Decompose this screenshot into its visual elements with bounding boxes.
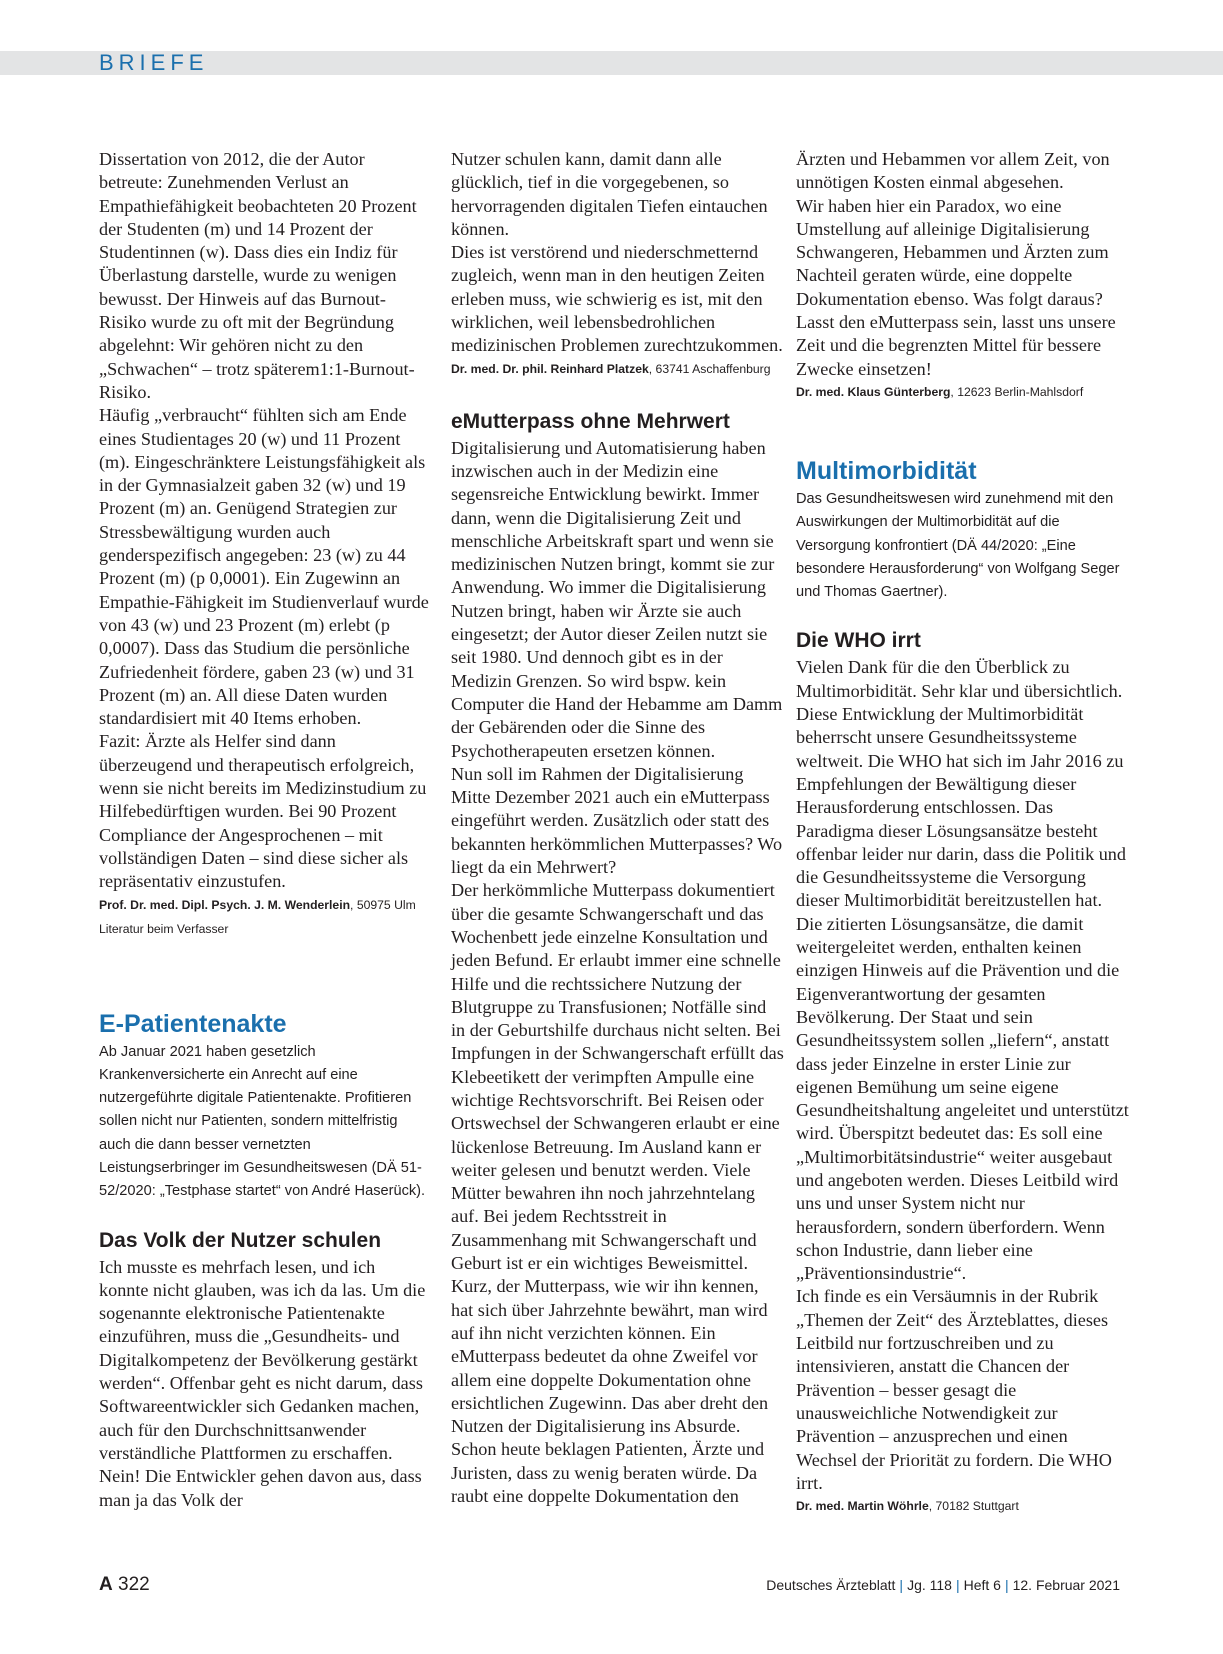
letter-signature (99, 894, 429, 917)
letter-text: Ärzten und Hebammen vor allem Zeit, von unnötigen Kosten einmal abgesehen. (796, 149, 1110, 193)
letter-signature (451, 358, 784, 381)
letter-paragraph: Dies ist verstörend und niederschmetternd zugleich, wenn man in den heutigen Zeiten erleben muss, wie schwierig es ist, mit den wirklichen, weil lebensbedrohlichen medizinischen Problemen zurechtzukommen. (451, 242, 783, 356)
author-name: Prof. Dr. med. Dipl. Psych. J. M. Wenderlein (99, 897, 351, 912)
letter-signature (796, 1495, 1131, 1518)
letter-title: Die WHO irrt (796, 629, 921, 653)
author-name: Dr. med. Martin Wöhrle (796, 1499, 929, 1514)
topic-title: Multimorbidität (796, 456, 977, 485)
page-number (99, 1574, 150, 1596)
letter-text: Ich musste es mehrfach lesen, und ich konnte nicht glauben, was ich da las. Um die sogenannte elektronische Patientenakte einzuführen, muss die „Gesundheits- und Digitalkompetenz der Bevölkerung gestärkt werden“. Offenbar geht es nicht darum, dass Softwareentwickler sich Gedanken machen, auch für den Durchschnittsanwender verständliche Plattformen zu erschaffen. Nein! Die Entwickler gehen davon aus, dass man ja das Volk der (99, 1256, 426, 1510)
letter-paragraph: Ich finde es ein Versäumnis in der Rubrik „Themen der Zeit“ des Ärzteblattes, dieses Leitbild nur fortzuschreiben und zu intensivieren, anstatt die Chancen der Prävention – besser gesagt die unausweichliche Notwendigkeit zur Prävention – anzusprechen und einen Wechsel der Priorität zu fordern. Die WHO irrt. (796, 1286, 1112, 1493)
footer-separator: | (1004, 1577, 1009, 1593)
letter-title: eMutterpass ohne Mehrwert (451, 409, 730, 433)
letter-text: Digitalisierung und Automatisierung haben inzwischen auch in der Medizin eine segensreiche Entwicklung bewirkt. Immer dann, wenn die Digitalisierung Zeit und menschliche Arbeitskraft spart und wenn sie medizinischen Nutzen bringt, kommt sie zur Anwendung. Wo immer die Digitalisierung Nutzen bringt, haben wir Ärzte sie auch eingesetzt; der Autor dieser Zeilen nutzt sie seit 1980. Und dennoch gibt es in der Medizin Grenzen. So wird bspw. kein Computer die Hand der Hebamme am Damm der Gebärenden oder die Sinne des Psychotherapeuten ersetzen können. (451, 437, 783, 761)
author-place: , 70182 Stuttgart (928, 1499, 1019, 1514)
literature-note: Literatur beim Verfasser (99, 921, 229, 936)
author-place: , 63741 Aschaffenburg (648, 361, 771, 376)
letter-paragraph: Nun soll im Rahmen der Digitalisierung Mitte Dezember 2021 auch ein eMutterpass eingeführt werden. Zusätzlich oder statt des bekannten herkömmlichen Mutterpasses? Wo liegt da ein Mehrwert? (451, 763, 783, 878)
topic-intro: Ab Januar 2021 haben gesetzlich Krankenversicherte ein Anrecht auf eine nutzergeführte digitale Patientenakte. Profitieren sollen nicht nur Patienten, sondern mittelfristig auch die dann besser vernetzten Leistungserbringer im Gesundheitswesen (DÄ 51-52/2020: „Testphase startet“ von André Haserück). (99, 1043, 426, 1200)
letter-paragraph: Kurz, der Mutterpass, wie wir ihn kennen, hat sich über Jahrzehnte bewährt, man wird auf ihn nicht verzichten können. Ein eMutterpass bedeutet da ohne Zweifel vor allem eine doppelte Dokumentation ohne ersichtlichen Zugewinn. Das aber dreht den Nutzen der Digitalisierung ins Absurde. (451, 1276, 769, 1437)
page-prefix: A (99, 1574, 113, 1595)
letter-paragraph: Fazit: Ärzte als Helfer sind dann überzeugend und therapeutisch erfolgreich, wenn sie nicht bereits im Medizinstudium zu Hilfebedürftigen wurden. Bei 90 Prozent Compliance der Angesprochenen – mit vollständigen Daten – sind diese sicher als repräsentativ einzustufen. (99, 731, 427, 892)
journal-footer (766, 1577, 1120, 1593)
column-2 (451, 148, 784, 1508)
journal-name: Deutsches Ärzteblatt (766, 1577, 896, 1593)
letter-title: Das Volk der Nutzer schulen (99, 1228, 382, 1252)
letter-signature (796, 381, 1131, 404)
letter-paragraph: Die zitierten Lösungsansätze, die damit weitergeleitet werden, enthalten keinen einzigen Hinweis auf die Prävention und die Eigenverantwortung der gesamten Bevölkerung. Der Staat und sein Gesundheitssystem sollen „liefern“, anstatt dass jeder Einzelne in erster Linie zur eigenen Bemühung um seine eigene Gesundheitshaltung angeleitet und unterstützt wird. Überspitzt bedeutet das: Es soll eine „Multimorbitätsindustrie“ weiter ausgebaut und angeboten werden. Dieses Leitbild wird uns und unser System nicht nur herausfordern, sondern überfordern. Wenn schon Industrie, dann lieber eine „Präventionsindustrie“. (796, 913, 1129, 1284)
letter-paragraph: Der herkömmliche Mutterpass dokumentiert über die gesamte Schwangerschaft und das Wochenbett jede einzelne Konsultation und jeden Befund. Er erlaubt immer eine schnelle Hilfe und die rechtssichere Nutzung der Blutgruppe zu Transfusionen; Notfälle sind in der Geburtshilfe durchaus nicht selten. Bei Impfungen in der Schwangerschaft erfüllt das Klebeetikett der verimpften Ampulle eine wichtige Rechtsvorschrift. Bei Reisen oder Ortswechsel der Schwangeren erlaubt er eine lückenlose Betreuung. Im Ausland kann er weiter gelesen und benutzt werden. Viele Mütter bewahren ihn noch jahrzehntelang auf. Bei jedem Rechtsstreit in Zusammenhang mit Schwangerschaft und Geburt ist er ein wichtiges Beweismittel. (451, 880, 784, 1274)
footer-separator: | (955, 1577, 960, 1593)
journal-volume: Jg. 118 (907, 1577, 952, 1593)
topic-title: E-Patientenakte (99, 1009, 287, 1038)
author-name: Dr. med. Klaus Günterberg (796, 384, 951, 399)
letter-text: Dissertation von 2012, die der Autor betreute: Zunehmenden Verlust an Empathiefähigkeit beobachteten 20 Prozent der Studenten (m) und 14 Prozent der Studentinnen (w). Dass dies ein Indiz für Überlastung darstelle, wurde zu wenigen bewusst. Der Hinweis auf das Burnout-Risiko wurde zu oft mit der Begründung abgelehnt: Wir gehören nicht zu den „Schwachen“ – trotz späterem1:1-Burnout-Risiko. (99, 149, 417, 402)
column-3 (796, 148, 1131, 1518)
topic-intro: Das Gesundheitswesen wird zunehmend mit den Auswirkungen der Multimorbidität auf die Versorgung konfrontiert (DÄ 44/2020: „Eine besondere Herausforderung“ von Wolfgang Seger und Thomas Gaertner). (796, 490, 1120, 601)
author-place: , 12623 Berlin-Mahlsdorf (950, 384, 1084, 399)
author-place: , 50975 Ulm (350, 897, 416, 912)
journal-date: 12. Februar 2021 (1012, 1577, 1120, 1593)
letter-text: Vielen Dank für die den Überblick zu Multimorbidität. Sehr klar und übersichtlich. Diese Entwicklung der Multimorbidität beherrscht unsere Gesundheitssysteme weltweit. Die WHO hat sich im Jahr 2016 zu Empfehlungen der Bewältigung dieser Herausforderung entschlossen. Das Paradigma dieser Lösungsansätze besteht offenbar leider nur darin, dass die Politik und die Gesundheitssysteme die Versorgung dieser Multimorbidität bereitzustellen hat. (796, 657, 1126, 911)
author-name: Dr. med. Dr. phil. Reinhard Platzek (451, 361, 649, 376)
letter-paragraph: Häufig „verbraucht“ fühlten sich am Ende eines Studientages 20 (w) und 11 Prozent (m). Eingeschränktere Leistungsfähigkeit als in der Gymnasialzeit gaben 32 (w) und 19 Prozent (m) an. Genügend Strategien zur Stressbewältigung wurden auch genderspezifisch angegeben: 23 (w) zu 44 Prozent (m) (p 0,0001). Ein Zugewinn an Empathie-Fähigkeit im Studienverlauf wurde von 43 (w) und 23 Prozent (m) erlebt (p 0,0007). Dass das Studium die persönliche Zufriedenheit fördere, gaben 23 (w) und 31 Prozent (m) an. All diese Daten wurden standardisiert mit 40 Items erhoben. (99, 405, 429, 729)
footer-separator: | (899, 1577, 904, 1593)
journal-issue: Heft 6 (963, 1577, 1001, 1593)
column-1 (99, 148, 429, 1512)
letter-paragraph: Wir haben hier ein Paradox, wo eine Umstellung auf alleinige Digitalisierung Schwangeren, Hebammen und Ärzten zum Nachteil geraten würde, eine doppelte Dokumentation ebenso. Was folgt daraus? Lasst den eMutterpass sein, lasst uns unsere Zeit und die begrenzten Mittel für bessere Zwecke einsetzen! (796, 195, 1116, 379)
letter-paragraph: Schon heute beklagen Patienten, Ärzte und Juristen, dass zu wenig beraten würde. Da raubt eine doppelte Dokumentation den (451, 1439, 765, 1507)
section-label: BRIEFE (99, 50, 209, 75)
page-number-value: 322 (118, 1574, 150, 1595)
letter-text: Nutzer schulen kann, damit dann alle glücklich, tief in die vorgegebenen, so hervorragenden digitalen Tiefen eintauchen können. (451, 149, 768, 239)
